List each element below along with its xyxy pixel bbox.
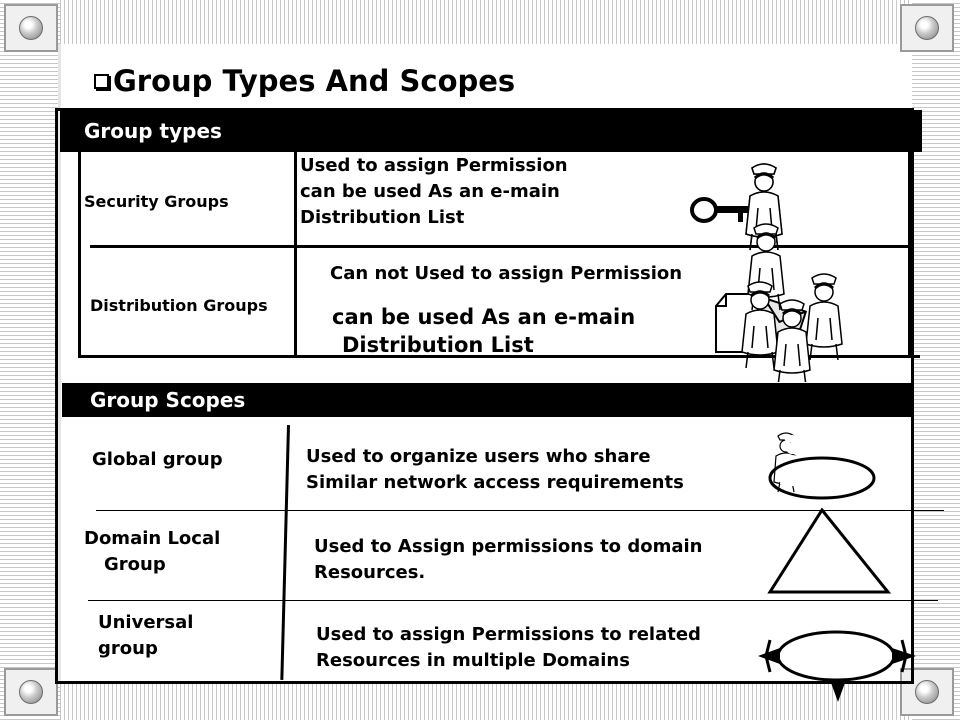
corner-rivet-icon [4,4,58,52]
global-group-desc-line: Similar network access requirements [306,472,684,493]
universal-group-desc-line: Used to assign Permissions to related [316,624,701,645]
table-right-edge [908,150,911,358]
security-groups-desc-line: can be used As an e-main [300,181,560,202]
domain-local-group-desc-line: Resources. [314,562,426,583]
domain-local-group-label: Domain Local [84,528,221,549]
universal-group-label: Universal [98,612,194,633]
checkbox-bullet-icon [94,74,109,89]
distribution-groups-desc-line: can be used As an e-main [332,305,636,329]
nurse-figures-icon [734,158,864,382]
security-groups-label: Security Groups [84,192,229,211]
domain-local-group-label: Group [104,554,166,575]
group-types-header: Group types [60,110,922,152]
domain-local-group-desc-line: Used to Assign permissions to domain [314,536,703,557]
slide-title-text: Group Types And Scopes [113,64,516,98]
table-divider-vertical [294,152,297,358]
universal-group-desc-line: Resources in multiple Domains [316,650,630,671]
global-group-desc-line: Used to organize users who share [306,446,651,467]
group-scopes-header: Group Scopes [62,383,914,417]
corner-rivet-icon [4,668,58,716]
slide-frame-left [0,0,60,720]
security-groups-desc-line: Used to assign Permission [300,155,568,176]
distribution-groups-desc-line: Distribution List [342,333,534,357]
universal-group-label: group [98,638,158,659]
global-group-label: Global group [92,449,223,470]
slide-frame-top [0,0,960,44]
triangle-group-icon [764,508,892,596]
ellipse-group-icon [766,428,878,508]
star-group-icon [756,600,920,704]
security-groups-desc-line: Distribution List [300,207,465,228]
corner-rivet-icon [900,4,954,52]
distribution-groups-label: Distribution Groups [90,296,268,315]
slide-title [94,64,515,98]
distribution-groups-desc-line: Can not Used to assign Permission [330,263,683,284]
